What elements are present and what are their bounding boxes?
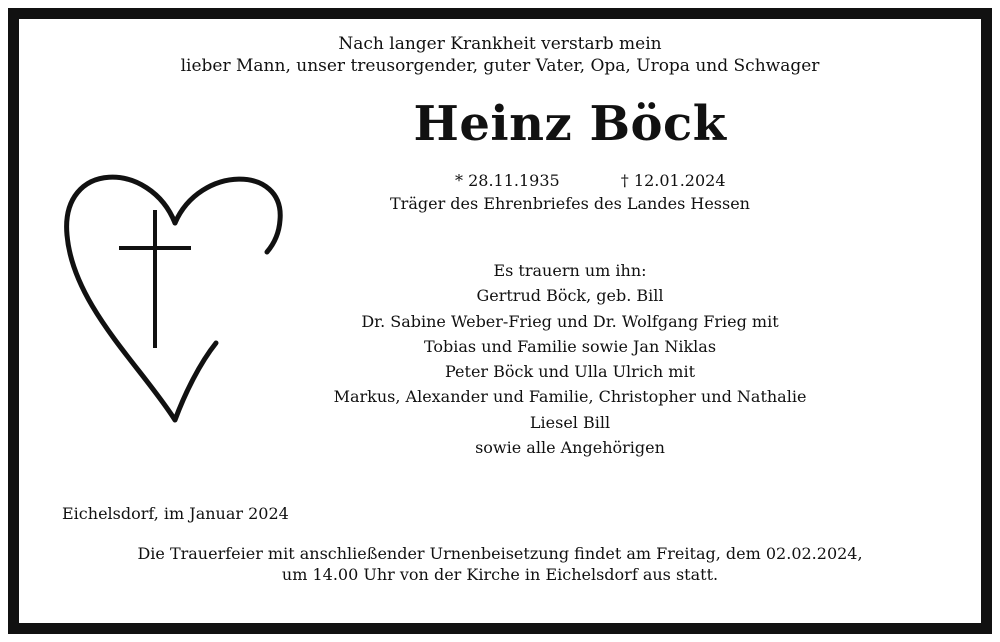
intro-text — [0, 33, 1000, 77]
deceased-name: Heinz Böck — [413, 96, 727, 152]
heart-outline-right — [175, 179, 280, 252]
mourners-list — [170, 258, 970, 460]
ceremony-text — [0, 543, 1000, 585]
ceremony-line-1: Die Trauerfeier mit anschließender Urnenbeisetzung findet am Freitag, dem 02.02.2024, — [137, 544, 863, 563]
intro-line-1: Nach langer Krankheit verstarb mein — [338, 34, 662, 54]
mourner-line: Markus, Alexander und Familie, Christopher und Nathalie — [333, 387, 807, 407]
mourner-line: Gertrud Böck, geb. Bill — [476, 286, 664, 306]
intro-line-2: lieber Mann, unser treusorgender, guter Vater, Opa, Uropa und Schwager — [180, 56, 820, 76]
mourner-line: Tobias und Familie sowie Jan Niklas — [423, 336, 717, 356]
honor-text: Träger des Ehrenbriefes des Landes Hessen — [390, 194, 750, 213]
mourners-heading: Es trauern um ihn: — [493, 261, 647, 280]
mourner-line: Dr. Sabine Weber-Frieg und Dr. Wolfgang Frieg mit — [361, 311, 779, 331]
death-date: † 12.01.2024 — [620, 171, 726, 190]
birth-date: * 28.11.1935 — [455, 171, 560, 190]
mourner-line: Peter Böck und Ulla Ulrich mit — [445, 362, 695, 382]
life-dates — [455, 170, 726, 192]
place-date: Eichelsdorf, im Januar 2024 — [62, 504, 289, 523]
ceremony-line-2: um 14.00 Uhr von der Kirche in Eichelsdorf aus statt. — [281, 565, 719, 584]
mourner-line: Liesel Bill — [529, 412, 611, 432]
mourner-line: sowie alle Angehörigen — [475, 438, 665, 458]
